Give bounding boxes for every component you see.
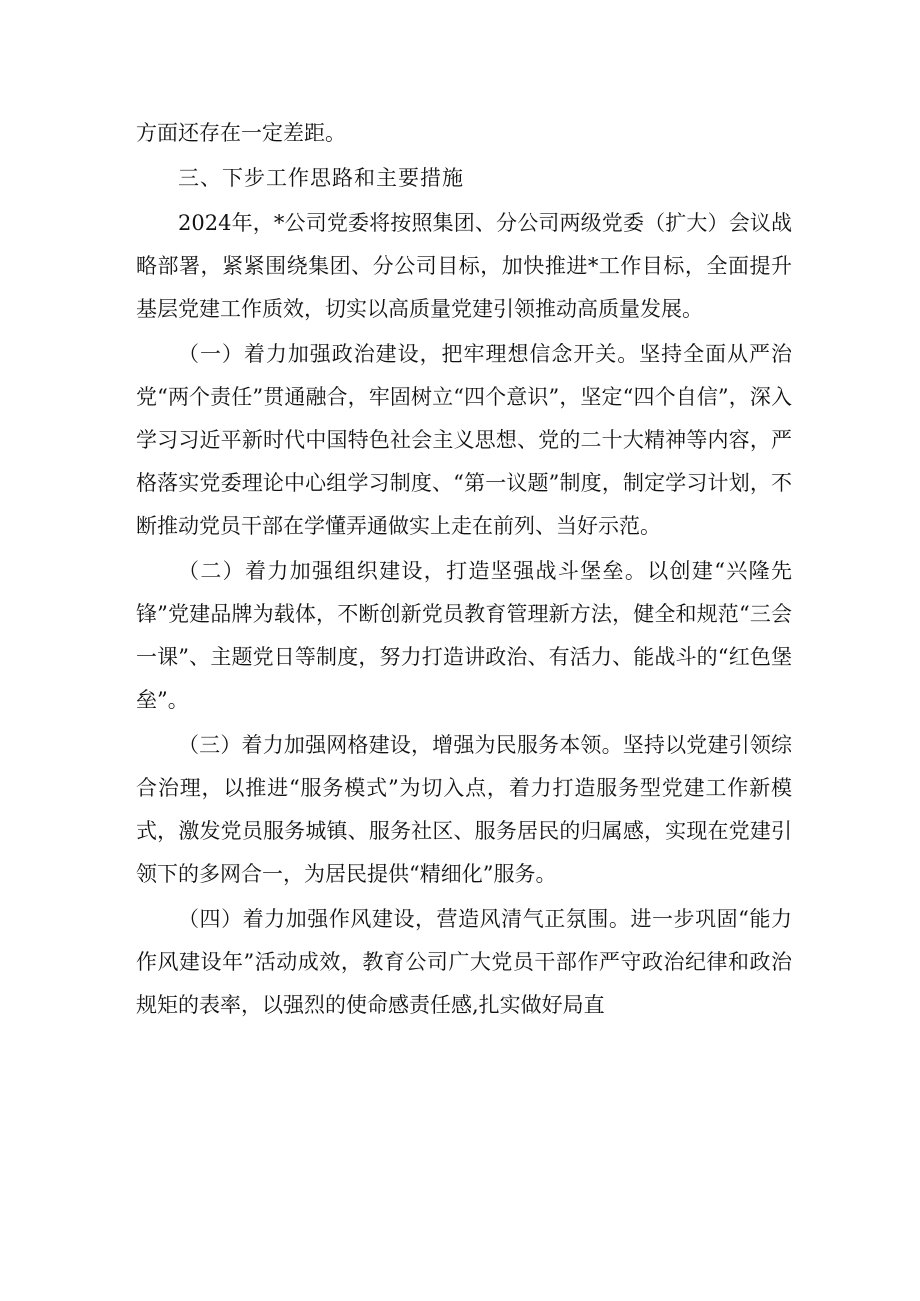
paragraph-political-building: （一）着力加强政治建设，把牢理想信念开关。坚持全面从严治党“两个责任”贯通融合，牢固树立“四个意识”，坚定“四个自信”，深入学习习近平新时代中国特色社会主义思想、党的二十大精神等内容，严格落实党委理论中心组学习制度、“第一议题”制度，制定学习计划，不断推动党员干部在学懂弄通做实上走在前列、当好示范。: [136, 342, 792, 538]
paragraph-grid-building: （三）着力加强网格建设，增强为民服务本领。坚持以党建引领综合治理，以推进“服务模式”为切入点，着力打造服务型党建工作新模式，激发党员服务城镇、服务社区、服务居民的归属感，实现在党建引领下的多网合一，为居民提供“精细化”服务。: [136, 733, 792, 886]
section-heading: 三、下步工作思路和主要措施: [178, 166, 464, 190]
paragraph-style-building: （四）着力加强作风建设，营造风清气正氛围。进一步巩固“能力作风建设年”活动成效，教育公司广大党员干部作严守政治纪律和政治规矩的表率，以强烈的使命感责任感,扎实做好局直: [136, 907, 792, 1017]
paragraph-intro: 2024年，*公司党委将按照集团、分公司两级党委（扩大）会议战略部署，紧紧围绕集团、分公司目标，加快推进*工作目标，全面提升基层党建工作质效，切实以高质量党建引领推动高质量发展。: [136, 211, 792, 321]
document-body: [136, 112, 792, 1029]
paragraph-organization-building: （二）着力加强组织建设，打造坚强战斗堡垒。以创建“兴隆先锋”党建品牌为载体，不断创新党员教育管理新方法，健全和规范“三会一课”、主题党日等制度，努力打造讲政治、有活力、能战斗的“红色堡垒”。: [136, 559, 792, 712]
paragraph-continuation: 方面还存在一定差距。: [136, 121, 346, 145]
